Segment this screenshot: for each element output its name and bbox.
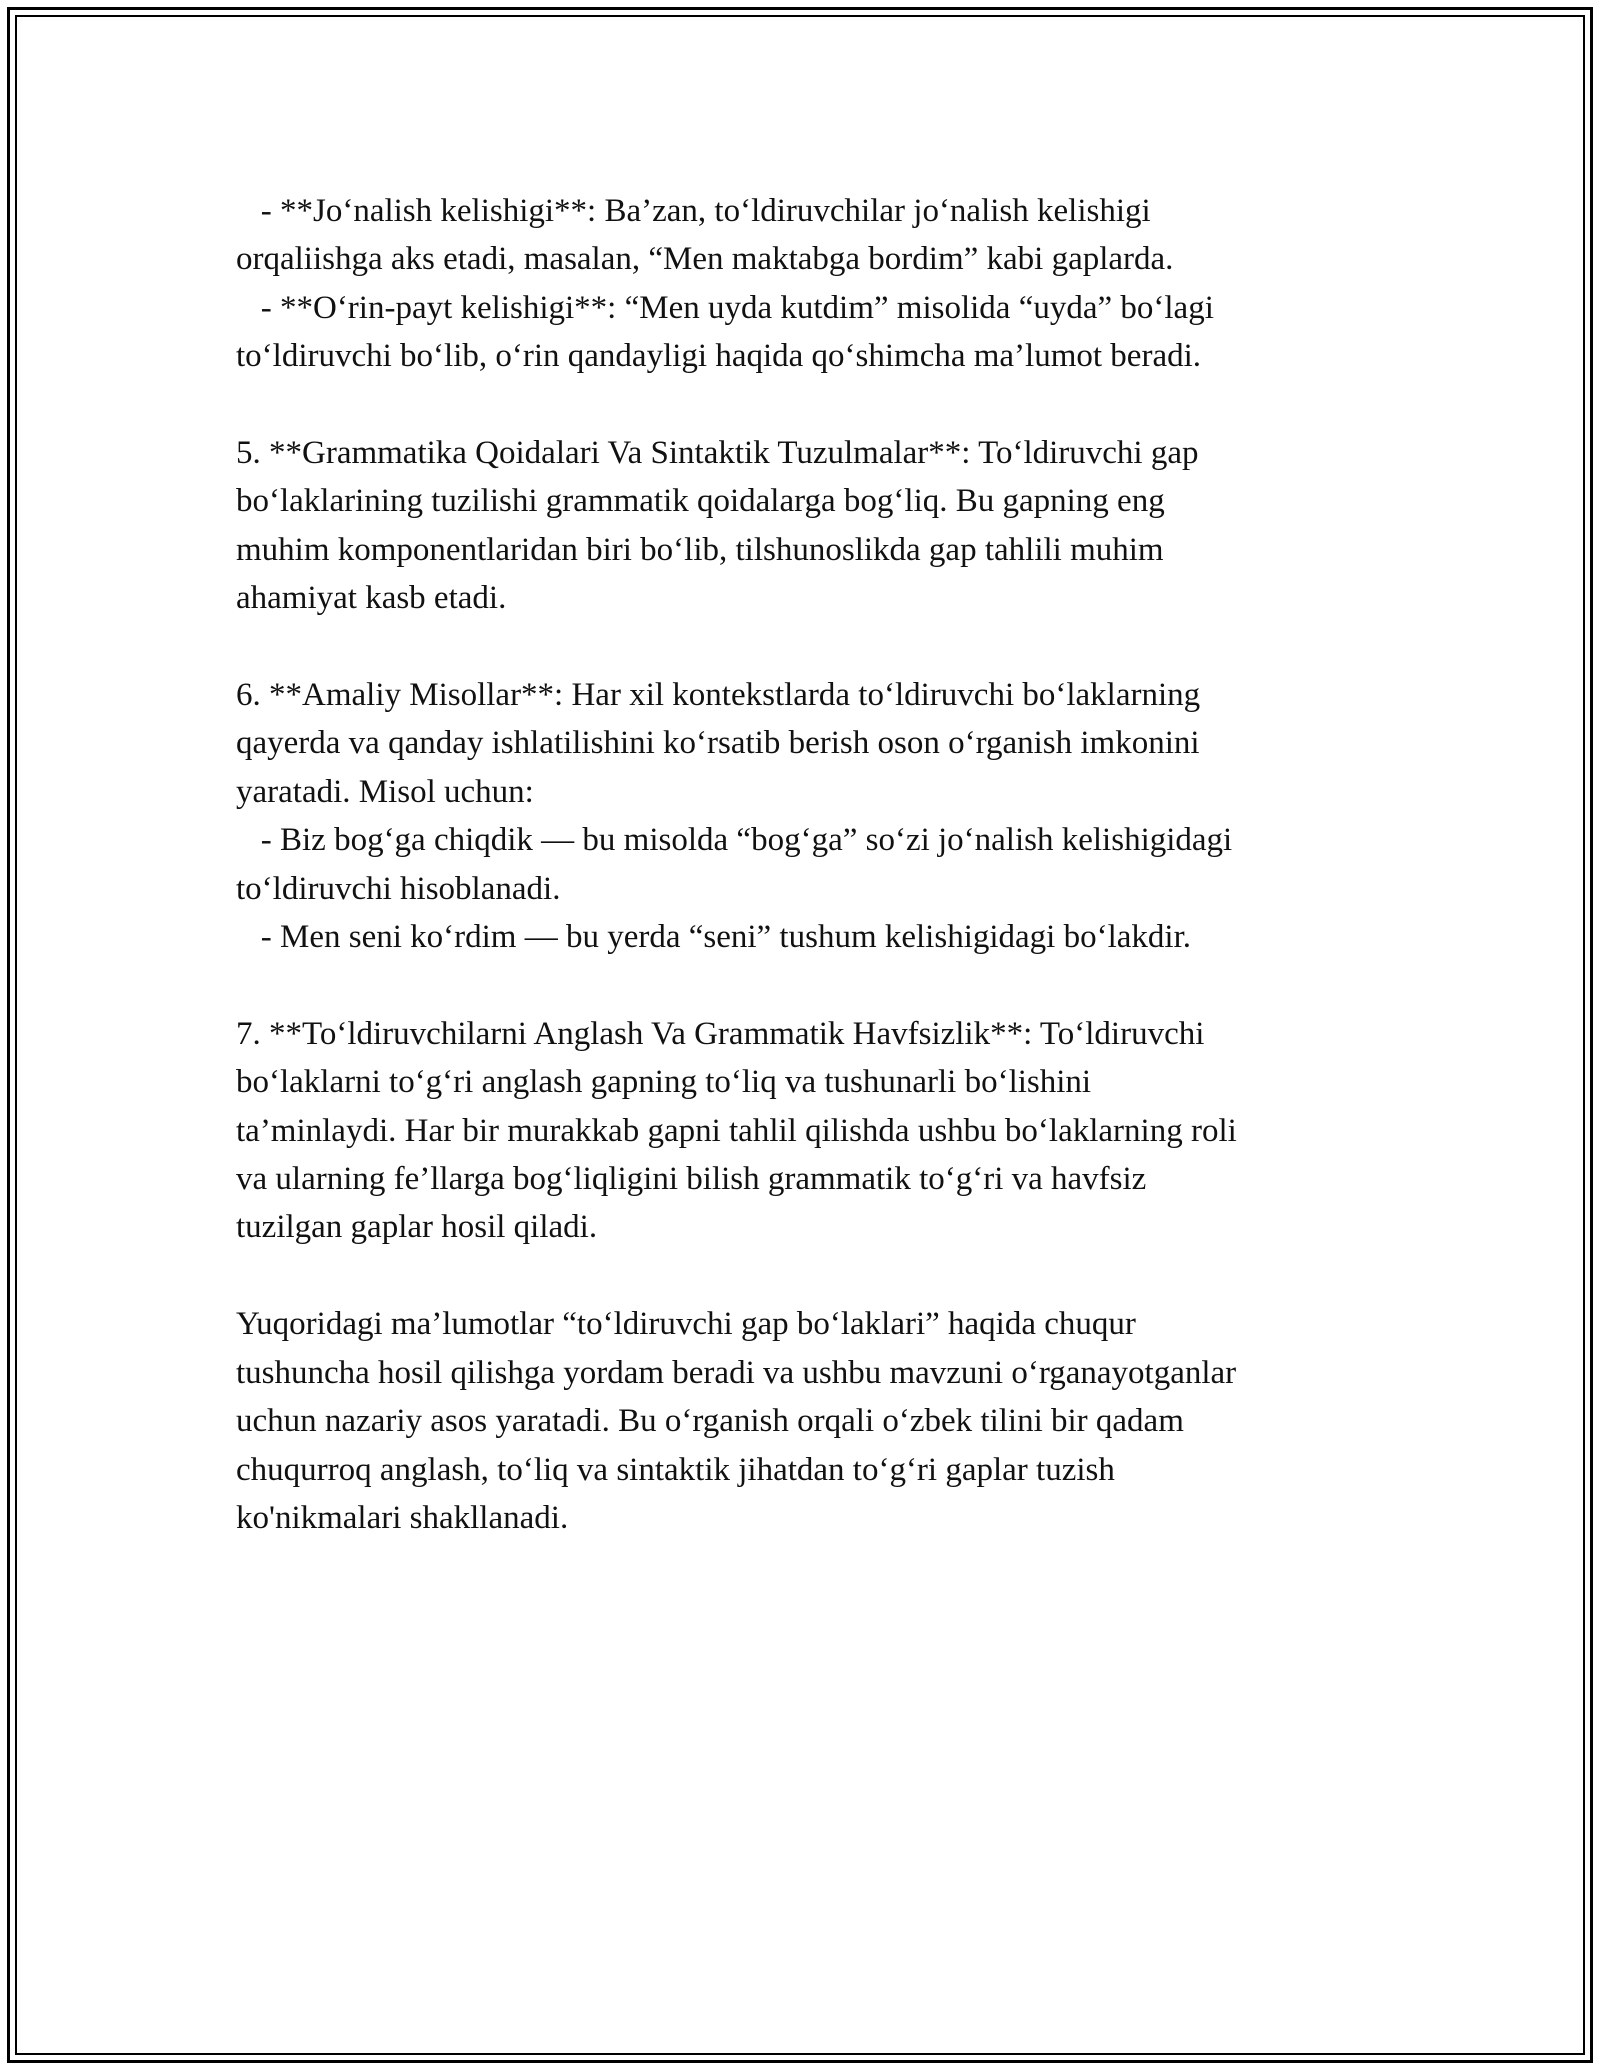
text-line: to‘ldiruvchi bo‘lib, o‘rin qandayligi haqida qo‘shimcha ma’lumot beradi. [236, 338, 1202, 375]
text-line: ko'nikmalari shakllanadi. [236, 1499, 569, 1536]
text-line: chuqurroq anglash, to‘liq va sintaktik jihatdan to‘g‘ri gaplar tuzish [236, 1451, 1115, 1488]
paragraph-gap [236, 623, 1366, 671]
text-line: 5. **Grammatika Qoidalari Va Sintaktik Tuzulmalar**: To‘ldiruvchi gap [236, 435, 1199, 472]
paragraph-gap [236, 961, 1366, 1009]
text-line: bo‘laklarni to‘g‘ri anglash gapning to‘liq va tushunarli bo‘lishini [236, 1064, 1092, 1101]
text-line: tushuncha hosil qilishga yordam beradi va ushbu mavzuni o‘rganayotganlar [236, 1354, 1237, 1391]
text-line: qayerda va qanday ishlatilishini ko‘rsatib berish oson o‘rganish imkonini [236, 725, 1200, 762]
paragraph-gap [236, 381, 1366, 429]
text-line: to‘ldiruvchi hisoblanadi. [236, 870, 561, 907]
text-line: bo‘laklarining tuzilishi grammatik qoidalarga bog‘liq. Bu gapning eng [236, 483, 1165, 520]
document-body [236, 187, 1366, 1542]
text-line: uchun nazariy asos yaratadi. Bu o‘rganish orqali o‘zbek tilini bir qadam [236, 1403, 1184, 1440]
text-line: ta’minlaydi. Har bir murakkab gapni tahlil qilishda ushbu bo‘laklarning roli [236, 1112, 1237, 1149]
text-line: 7. **To‘ldiruvchilarni Anglash Va Grammatik Havfsizlik**: To‘ldiruvchi [236, 1015, 1205, 1052]
text-line: ahamiyat kasb etadi. [236, 580, 507, 617]
text-line: yaratadi. Misol uchun: [236, 773, 534, 810]
text-line: va ularning fe’llarga bog‘liqligini bilish grammatik to‘g‘ri va havfsiz [236, 1161, 1147, 1198]
text-line: muhim komponentlaridan biri bo‘lib, tilshunoslikda gap tahlili muhim [236, 531, 1164, 568]
text-line: 6. **Amaliy Misollar**: Har xil kontekstlarda to‘ldiruvchi bo‘laklarning [236, 677, 1201, 714]
paragraph-gap [236, 1252, 1366, 1300]
text-line: tuzilgan gaplar hosil qiladi. [236, 1209, 598, 1246]
text-line: - **O‘rin-payt kelishigi**: “Men uyda kutdim” misolida “uyda” bo‘lagi [236, 289, 1214, 326]
text-line: - **Jo‘nalish kelishigi**: Ba’zan, to‘ldiruvchilar jo‘nalish kelishigi [236, 193, 1151, 229]
text-line: orqaliishga aks etadi, masalan, “Men maktabga bordim” kabi gaplarda. [236, 241, 1174, 278]
text-line: - Biz bog‘ga chiqdik — bu misolda “bog‘ga” so‘zi jo‘nalish kelishigidagi [236, 822, 1233, 859]
text-line: Yuqoridagi ma’lumotlar “to‘ldiruvchi gap bo‘laklari” haqida chuqur [236, 1306, 1136, 1343]
text-line: - Men seni ko‘rdim — bu yerda “seni” tushum kelishigidagi bo‘lakdir. [236, 919, 1191, 956]
